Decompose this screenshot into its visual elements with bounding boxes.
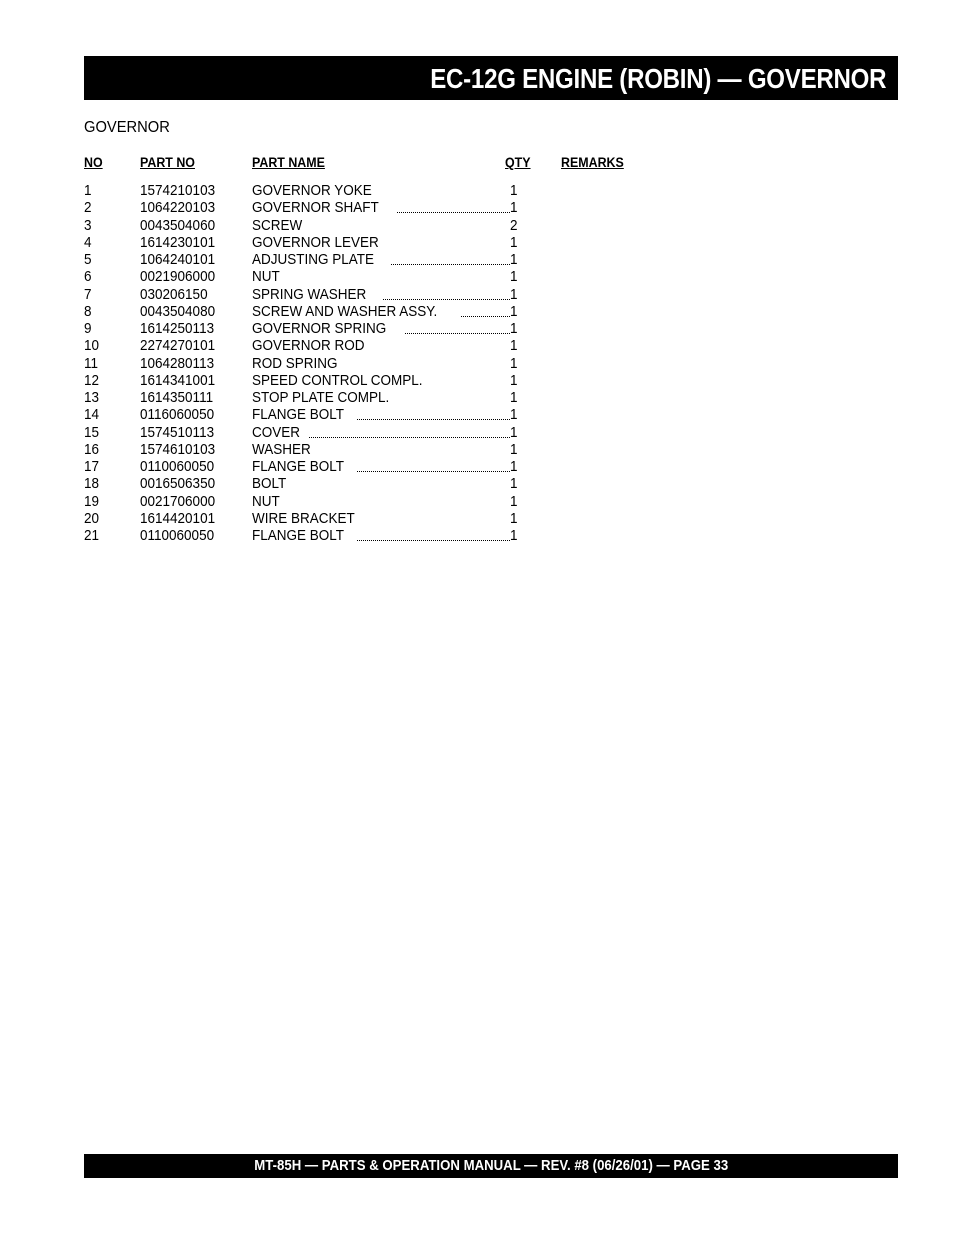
row-part-no: 0043504060 <box>140 216 216 234</box>
row-part-name: FLANGE BOLT <box>252 406 510 423</box>
row-part-name: SPRING WASHER <box>252 286 510 303</box>
row-qty: 1 <box>510 509 518 527</box>
row-part-name: NUT <box>252 493 510 510</box>
row-part-no: 0016506350 <box>140 475 216 493</box>
row-part-name: WASHER <box>252 441 510 458</box>
table-row <box>84 234 784 251</box>
row-qty: 1 <box>510 354 518 372</box>
column-header-part-name: PART NAME <box>252 155 325 170</box>
row-qty: 1 <box>510 423 518 441</box>
row-qty: 1 <box>510 320 518 337</box>
column-header-part-no: PART NO <box>140 155 195 170</box>
row-part-name: ROD SPRING <box>252 355 510 372</box>
row-qty: 1 <box>510 389 518 406</box>
row-no: 12 <box>84 371 100 389</box>
row-no: 10 <box>84 337 100 355</box>
row-no: 1 <box>84 182 92 199</box>
page-title: EC-12G ENGINE (ROBIN) — GOVERNOR <box>429 63 886 94</box>
table-row <box>84 389 784 406</box>
row-qty: 1 <box>510 337 518 355</box>
row-no: 5 <box>84 251 92 268</box>
table-row <box>84 458 784 475</box>
row-part-name: GOVERNOR SPRING <box>252 320 510 337</box>
column-header-qty: QTY <box>505 155 531 170</box>
table-row <box>84 475 784 492</box>
row-part-name: COVER <box>252 424 510 441</box>
table-row <box>84 527 784 544</box>
row-part-name: GOVERNOR YOKE <box>252 182 510 199</box>
row-no: 18 <box>84 475 100 493</box>
row-part-no: 1614341001 <box>140 371 216 389</box>
row-part-no: 1614420101 <box>140 509 216 527</box>
row-qty: 1 <box>510 268 518 286</box>
row-part-name: GOVERNOR SHAFT <box>252 199 510 216</box>
row-no: 13 <box>84 389 100 406</box>
row-part-name: NUT <box>252 268 510 285</box>
column-header-remarks: REMARKS <box>561 155 624 170</box>
row-no: 9 <box>84 320 92 337</box>
row-part-name: SCREW <box>252 217 510 234</box>
row-part-name: STOP PLATE COMPL. <box>252 389 510 406</box>
row-no: 3 <box>84 216 92 234</box>
table-row <box>84 286 784 303</box>
row-no: 15 <box>84 423 100 441</box>
row-part-name: FLANGE BOLT <box>252 458 510 475</box>
row-no: 4 <box>84 233 92 251</box>
row-no: 8 <box>84 302 92 320</box>
row-qty: 1 <box>510 182 518 199</box>
row-part-no: 1064240101 <box>140 251 216 268</box>
row-qty: 1 <box>510 440 518 458</box>
table-row <box>84 320 784 337</box>
row-part-no: 1574610103 <box>140 440 216 458</box>
row-no: 20 <box>84 509 100 527</box>
table-row <box>84 251 784 268</box>
row-no: 17 <box>84 458 100 475</box>
table-row <box>84 406 784 423</box>
row-part-no: 1614250113 <box>140 320 215 337</box>
row-part-name: SCREW AND WASHER ASSY. <box>252 303 510 320</box>
row-no: 14 <box>84 406 100 424</box>
row-no: 16 <box>84 440 100 458</box>
row-part-name: SPEED CONTROL COMPL. <box>252 372 510 389</box>
row-part-no: 030206150 <box>140 285 208 303</box>
table-row <box>84 372 784 389</box>
row-qty: 1 <box>510 475 518 493</box>
footer-text: MT-85H — PARTS & OPERATION MANUAL — REV. #8 (06/26/01) — PAGE 33 <box>254 1157 728 1174</box>
row-part-no: 2274270101 <box>140 337 216 355</box>
row-qty: 1 <box>510 285 518 303</box>
footer-bar <box>84 1154 898 1178</box>
row-qty: 2 <box>510 216 518 234</box>
column-header-no: NO <box>84 155 103 170</box>
row-no: 6 <box>84 268 92 286</box>
row-part-no: 1614230101 <box>140 233 216 251</box>
row-part-name: BOLT <box>252 475 510 492</box>
table-row <box>84 182 784 199</box>
row-part-name: ADJUSTING PLATE <box>252 251 510 268</box>
row-part-no: 0021906000 <box>140 268 216 286</box>
row-no: 21 <box>84 527 100 544</box>
row-part-no: 1574510113 <box>140 423 215 441</box>
row-no: 2 <box>84 199 92 217</box>
row-qty: 1 <box>510 406 518 424</box>
row-part-no: 1064280113 <box>140 354 215 372</box>
table-row <box>84 493 784 510</box>
section-label: GOVERNOR <box>84 119 170 136</box>
row-part-no: 0043504080 <box>140 302 216 320</box>
row-qty: 1 <box>510 302 518 320</box>
row-part-no: 0021706000 <box>140 492 216 510</box>
table-row <box>84 303 784 320</box>
page-title-bar <box>84 56 898 100</box>
row-qty: 1 <box>510 199 518 217</box>
row-part-no: 1614350111 <box>140 389 214 406</box>
table-body <box>84 182 784 544</box>
row-qty: 1 <box>510 492 518 510</box>
parts-table <box>84 154 784 544</box>
row-no: 7 <box>84 285 92 303</box>
row-qty: 1 <box>510 458 518 475</box>
table-row <box>84 268 784 285</box>
table-row <box>84 217 784 234</box>
row-part-no: 1574210103 <box>140 182 216 199</box>
row-part-no: 0110060050 <box>140 458 215 475</box>
row-no: 11 <box>84 354 99 372</box>
row-part-name: FLANGE BOLT <box>252 527 510 544</box>
row-part-name: WIRE BRACKET <box>252 510 510 527</box>
table-row <box>84 337 784 354</box>
row-part-no: 0110060050 <box>140 527 215 544</box>
row-part-name: GOVERNOR LEVER <box>252 234 510 251</box>
row-qty: 1 <box>510 233 518 251</box>
row-qty: 1 <box>510 371 518 389</box>
row-no: 19 <box>84 492 100 510</box>
table-row <box>84 355 784 372</box>
table-row <box>84 424 784 441</box>
table-row <box>84 510 784 527</box>
row-part-no: 0116060050 <box>140 406 215 424</box>
table-row <box>84 441 784 458</box>
row-part-name: GOVERNOR ROD <box>252 337 510 354</box>
row-qty: 1 <box>510 251 518 268</box>
row-qty: 1 <box>510 527 518 544</box>
row-part-no: 1064220103 <box>140 199 216 217</box>
table-header <box>84 154 784 172</box>
table-row <box>84 199 784 216</box>
